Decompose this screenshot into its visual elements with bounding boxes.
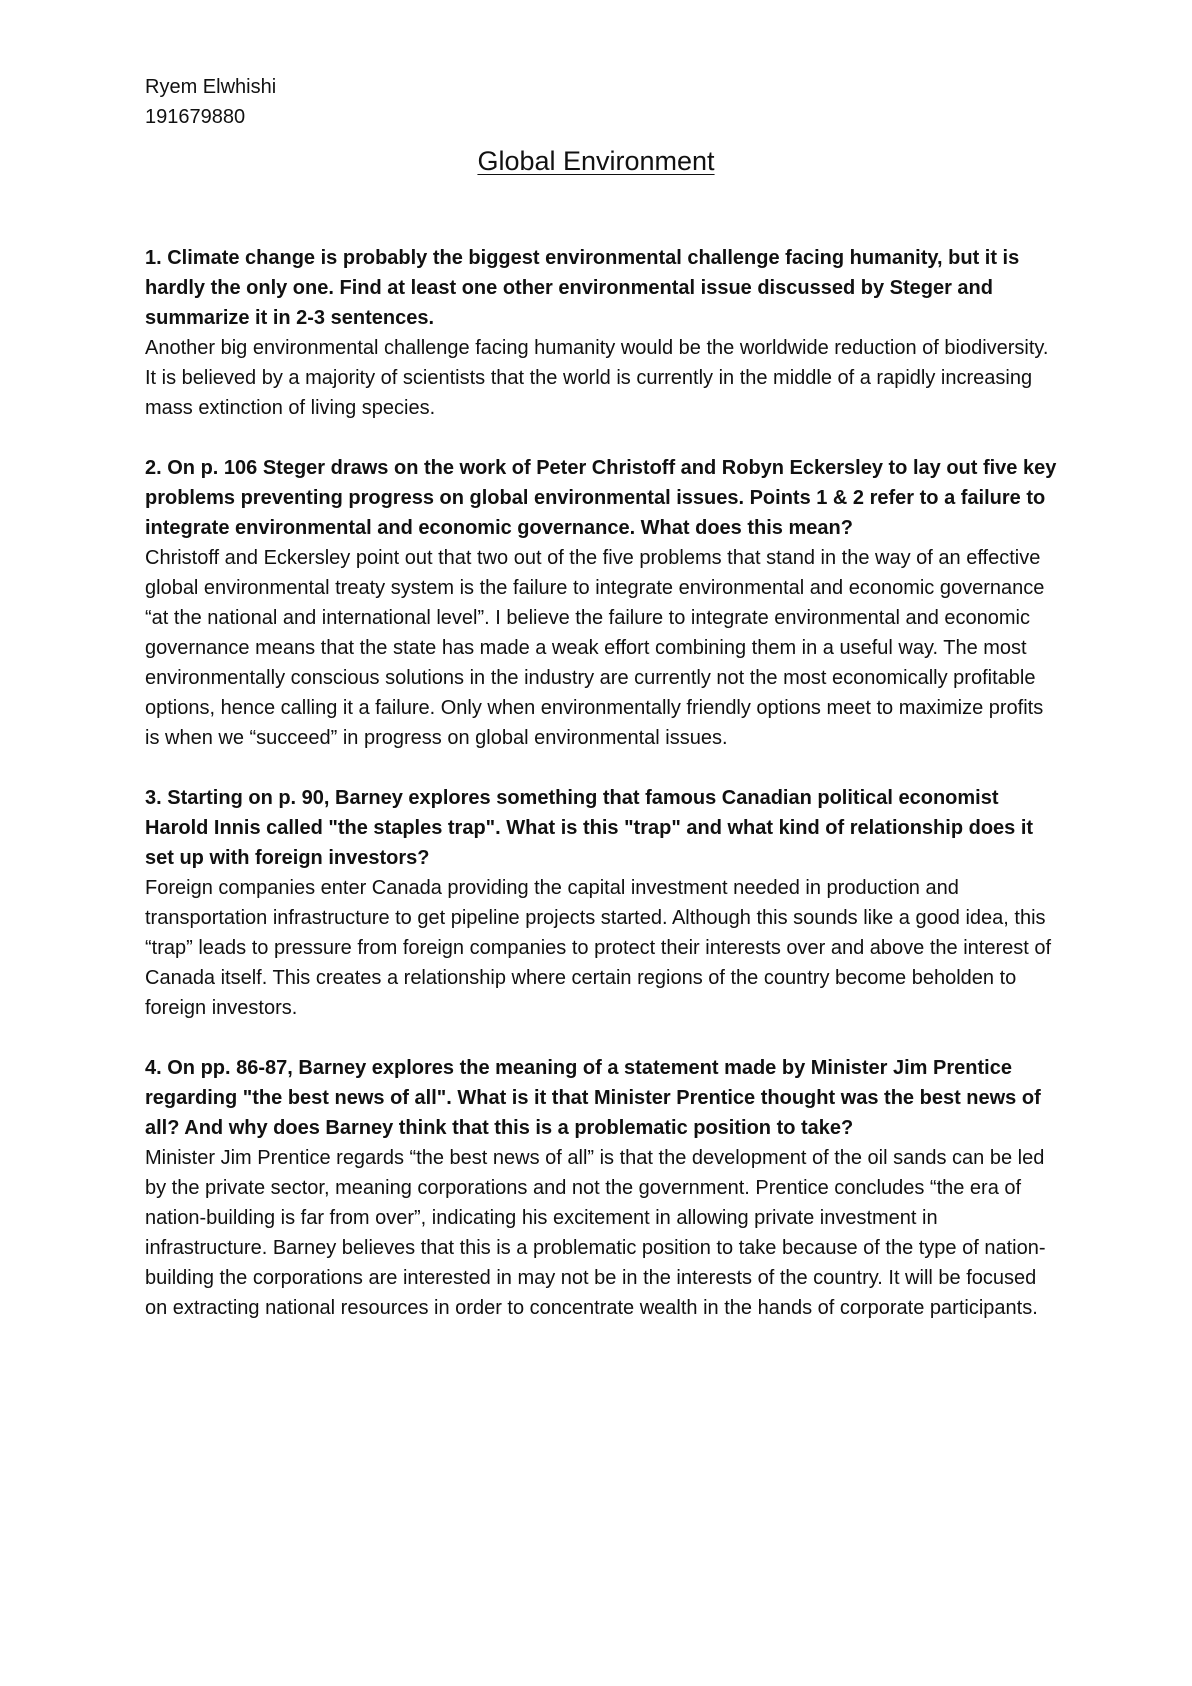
answer-3: Foreign companies enter Canada providing the capital investment needed in production and transportation infrastructure to get pipeline projects started. Although this sounds like a good idea, this “trap” leads to pressure from foreign companies to protect their interests over and above the interest of Canada itself. This creates a relationship where certain regions of the country become beholden to foreign investors.	[145, 877, 1052, 1019]
qa-section-2	[145, 453, 1060, 753]
answer-4: Minister Jim Prentice regards “the best news of all” is that the development of the oil sands can be led by the private sector, meaning corporations and not the government. Prentice concludes “the era of nation-building is far from over”, indicating his excitement in allowing private investment in infrastructure. Barney believes that this is a problematic position to take because of the type of nation-building the corporations are interested in may not be in the interests of the country. It will be focused on extracting national resources in order to concentrate wealth in the hands of corporate participants.	[145, 1147, 1046, 1319]
qa-section-1	[145, 243, 1060, 423]
document-title: Global Environment	[477, 146, 715, 176]
question-1: 1. Climate change is probably the biggest environmental challenge facing humanity, but it is hardly the only one. Find at least one other environmental issue discussed by Steger and summarize it in 2-3 sentences.	[145, 247, 1020, 329]
document-body	[145, 243, 1060, 1353]
qa-section-3	[145, 783, 1060, 1023]
question-2: 2. On p. 106 Steger draws on the work of Peter Christoff and Robyn Eckersley to lay out five key problems preventing progress on global environmental issues. Points 1 & 2 refer to a failure to integrate environmental and economic governance. What does this mean?	[145, 457, 1057, 539]
answer-2: Christoff and Eckersley point out that two out of the five problems that stand in the way of an effective global environmental treaty system is the failure to integrate environmental and economic governance “at the national and international level”. I believe the failure to integrate environmental and economic governance means that the state has made a weak effort combining them in a useful way. The most environmentally conscious solutions in the industry are currently not the most economically profitable options, hence calling it a failure. Only when environmentally friendly options meet to maximize profits is when we “succeed” in progress on global environmental issues.	[145, 547, 1045, 749]
question-3: 3. Starting on p. 90, Barney explores something that famous Canadian political economist Harold Innis called "the staples trap". What is this "trap" and what kind of relationship does it set up with foreign investors?	[145, 787, 1034, 869]
qa-section-4	[145, 1053, 1060, 1323]
author-block	[145, 72, 276, 132]
question-4: 4. On pp. 86-87, Barney explores the meaning of a statement made by Minister Jim Prentice regarding "the best news of all". What is it that Minister Prentice thought was the best news of all? And why does Barney think that this is a problematic position to take?	[145, 1057, 1041, 1139]
answer-1: Another big environmental challenge facing humanity would be the worldwide reduction of biodiversity. It is believed by a majority of scientists that the world is currently in the middle of a rapidly increasing mass extinction of living species.	[145, 337, 1049, 419]
student-id: 191679880	[145, 106, 246, 128]
author-name: Ryem Elwhishi	[145, 76, 277, 98]
